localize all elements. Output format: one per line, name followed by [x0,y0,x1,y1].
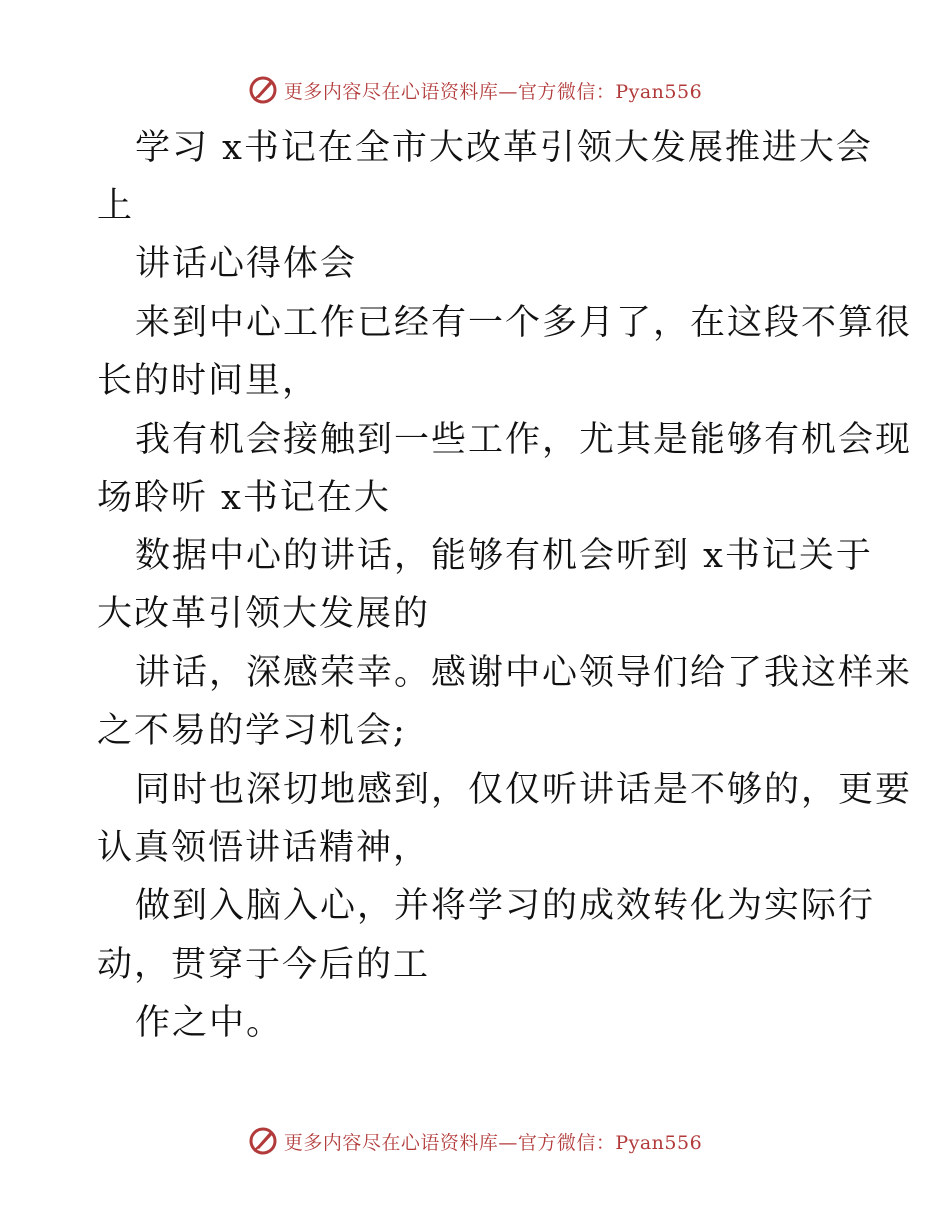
doc-line: 长的时间里， [97,361,320,401]
doc-line: 我有机会接触到一些工作，尤其是能够有机会现 [135,420,913,460]
doc-line: 作之中。 [135,1003,284,1043]
doc-line: 上 [97,186,135,226]
doc-line: 数据中心的讲话，能够有机会听到 x书记关于 [135,536,873,576]
doc-line: 讲话心得体会 [135,244,358,284]
doc-line: 讲话，深感荣幸。感谢中心领导们给了我这样来 [135,653,913,693]
doc-line: 认真领悟讲话精神， [97,828,431,868]
header-banner [0,70,950,110]
header-banner-text: 更多内容尽在心语资料库—官方微信：Pyan556 [283,80,703,103]
footer-banner [0,1121,950,1161]
doc-line: 同时也深切地感到，仅仅听讲话是不够的，更要 [135,770,913,810]
quill-circle-logo-icon [248,75,278,105]
doc-line: 之不易的学习机会; [97,711,407,751]
doc-line: 大改革引领大发展的 [97,594,431,634]
doc-line: 场聆听 x书记在大 [97,478,391,518]
footer-banner-text: 更多内容尽在心语资料库—官方微信：Pyan556 [283,1131,703,1154]
doc-line: 来到中心工作已经有一个多月了，在这段不算很 [135,303,913,343]
doc-line: 动，贯穿于今后的工 [97,945,431,985]
doc-line: 学习 x书记在全市大改革引领大发展推进大会 [135,128,873,168]
quill-circle-logo-icon [248,1126,278,1156]
doc-line: 做到入脑入心，并将学习的成效转化为实际行 [135,886,876,926]
